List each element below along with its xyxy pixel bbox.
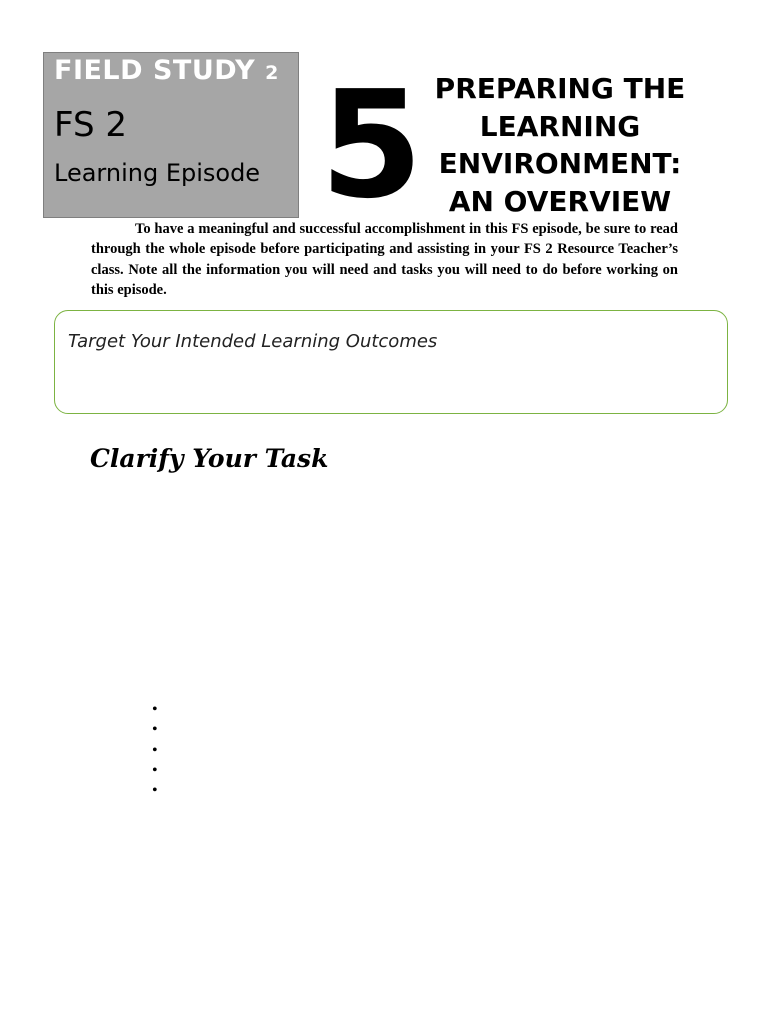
episode-title-line: PREPARING THE: [434, 72, 686, 105]
learning-outcomes-heading: Target Your Intended Learning Outcomes: [68, 331, 438, 352]
bullet-item: •: [152, 782, 158, 800]
bullet-list: [152, 700, 158, 801]
episode-title-line: AN OVERVIEW: [448, 184, 672, 218]
bullet-item: •: [152, 721, 158, 739]
series-title: [54, 55, 279, 86]
episode-title: [420, 70, 700, 220]
course-code: FS 2: [54, 105, 127, 145]
series-number: 2: [265, 62, 279, 84]
clarify-task-heading: Clarify Your Task: [90, 444, 329, 473]
series-title-text: FIELD STUDY: [54, 55, 256, 86]
learning-outcomes-box: [54, 310, 728, 414]
intro-paragraph: To have a meaningful and successful accomplishment in this FS episode, be sure to read through the whole episode before participating and assisting in your FS 2 Resource Teacher’s class. Note all the information you will need and tasks you will need to do before working on this episode.: [91, 221, 678, 298]
episode-title-line: ENVIRONMENT:: [438, 147, 682, 180]
episode-header-box: [43, 52, 299, 218]
episode-label: Learning Episode: [54, 159, 261, 187]
bullet-item: •: [152, 741, 158, 759]
episode-title-line: LEARNING: [479, 109, 641, 143]
bullet-item: •: [152, 701, 158, 718]
episode-number: 5: [320, 59, 423, 231]
bullet-item: •: [152, 761, 158, 779]
